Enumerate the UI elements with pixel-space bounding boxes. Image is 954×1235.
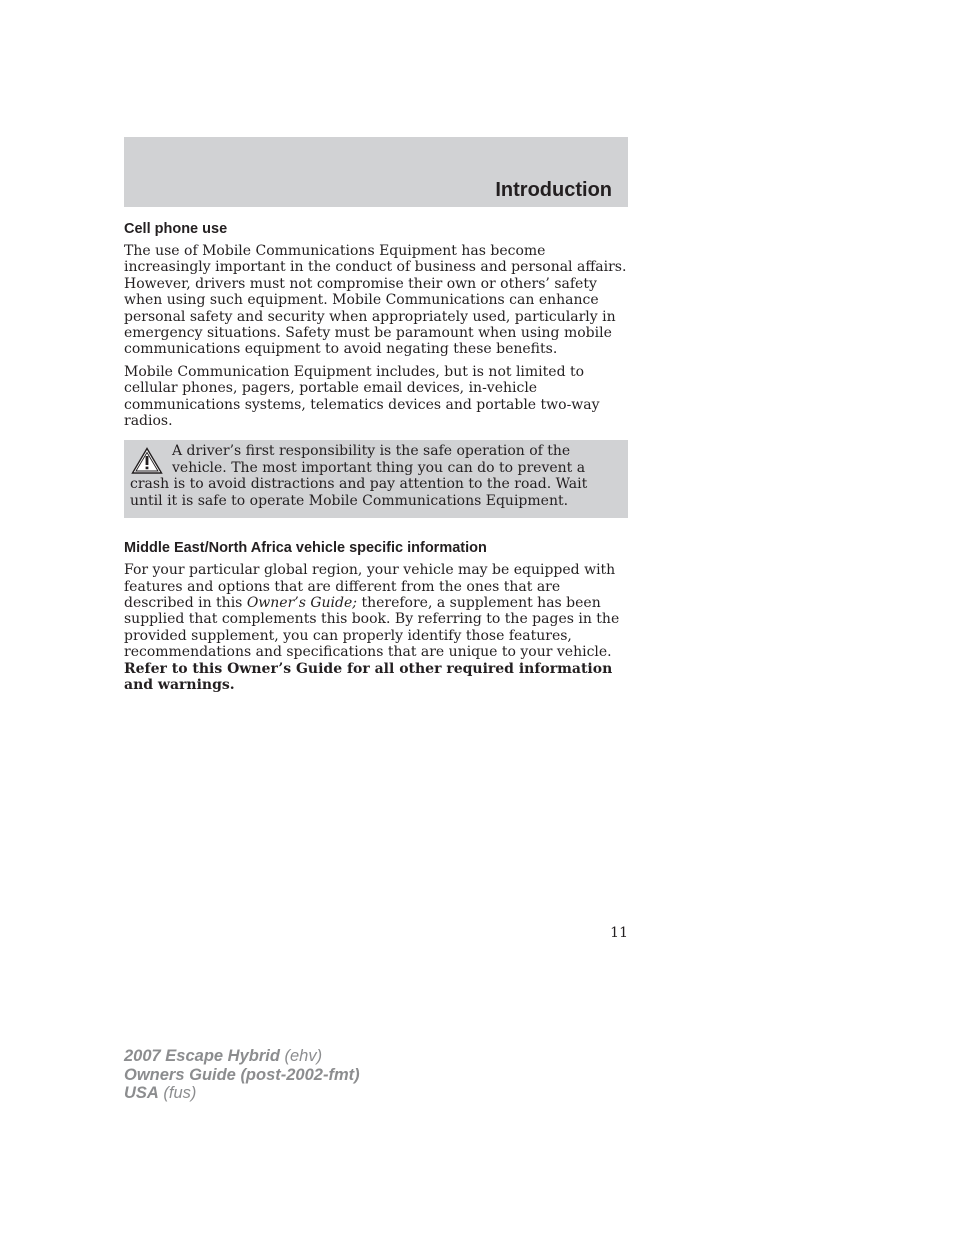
middle-east-text-part-1: For your particular global region, your vehicle may be equipped with features and options that are different from the ones that are described in this	[124, 562, 616, 611]
middle-east-paragraph	[124, 562, 628, 693]
footer-line-3	[124, 1084, 360, 1103]
middle-east-text-part-2: therefore, a supplement has been supplied that complements this book. By referring to the pages in the provided supplement, you can properly identify those features, recommendations and specifications that are unique to your vehicle.	[124, 594, 620, 661]
warning-text: A driver’s first responsibility is the safe operation of the vehicle. The most important thing you can do to prevent a crash is to avoid distractions and pay attention to the road. Wait until it is safe to operate Mobile Communications Equipment.	[130, 443, 588, 509]
page-content	[124, 220, 628, 699]
footer-model: 2007 Escape Hybrid	[124, 1047, 280, 1065]
warning-box	[124, 440, 628, 518]
footer-guide-format: Owners Guide (post-2002-fmt)	[124, 1065, 360, 1084]
footer-market: USA	[124, 1084, 159, 1102]
footer-line-2	[124, 1066, 360, 1085]
document-footer	[124, 1047, 360, 1103]
cell-phone-paragraph-1: The use of Mobile Communications Equipment has become increasingly important in the conduct of business and personal affairs. However, drivers must not compromise their own or others’ safety when using such equipment. Mobile Communications can enhance personal safety and security when appropriately used, particularly in emergency situations. Safety must be paramount when using mobile communications equipment to avoid negating these benefits.	[124, 243, 627, 358]
cell-phone-heading: Cell phone use	[124, 221, 228, 237]
refer-to-guide-bold: Refer to this Owner’s Guide for all other required information and warnings.	[124, 660, 613, 693]
footer-market-code: (fus)	[158, 1084, 197, 1102]
page-number: 11	[610, 925, 628, 941]
cell-phone-paragraph-2: Mobile Communication Equipment includes, but is not limited to cellular phones, pagers, portable email devices, in-vehicle communications systems, telematics devices and portable two-way radios.	[124, 363, 600, 430]
owners-guide-italic: Owner’s Guide;	[246, 594, 357, 611]
warning-triangle-icon	[131, 447, 163, 475]
middle-east-heading: Middle East/North Africa vehicle specific information	[124, 540, 487, 557]
section-title: Introduction	[495, 179, 612, 201]
footer-line-1	[124, 1047, 360, 1066]
footer-model-code: (ehv)	[279, 1047, 323, 1065]
section-header-band	[124, 137, 628, 207]
